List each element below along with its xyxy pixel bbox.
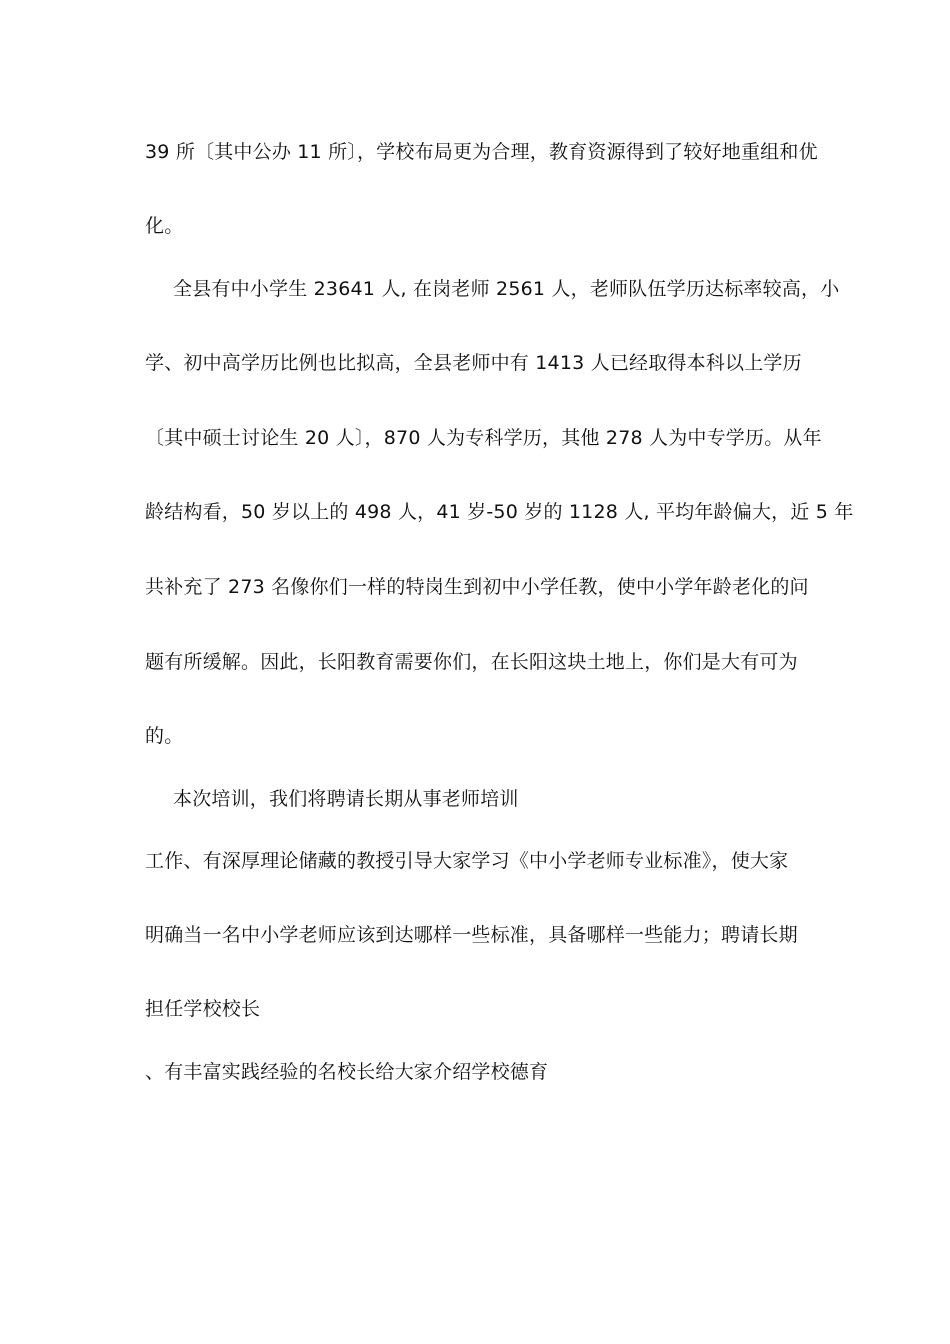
text-line-2: 化。 (145, 215, 184, 237)
text-line-6: 龄结构看，50 岁以上的 498 人，41 岁-50 岁的 1128 人, 平均年龄偏大，近 5 年 (145, 501, 854, 523)
text-line-4: 学、初中高学历比例也比拟高，全县老师中有 1413 人已经取得本科以上学历 (145, 352, 802, 374)
text-line-12: 明确当一名中小学老师应该到达哪样一些标准，具备哪样一些能力；聘请长期 (145, 924, 798, 946)
text-line-5: 〔其中硕士讨论生 20 人〕，870 人为专科学历，其他 278 人为中专学历。从年 (145, 427, 822, 449)
text-line-9: 的。 (145, 725, 184, 747)
text-line-11: 工作、有深厚理论储藏的教授引导大家学习《中小学老师专业标准》，使大家 (145, 850, 789, 872)
text-line-8: 题有所缓解。因此，长阳教育需要你们，在长阳这块土地上，你们是大有可为 (145, 651, 798, 673)
text-line-14: 、有丰富实践经验的名校长给大家介绍学校德育 (145, 1061, 549, 1083)
text-line-10: 本次培训，我们将聘请长期从事老师培训 (173, 788, 519, 810)
text-line-7: 共补充了 273 名像你们一样的特岗生到初中小学任教，使中小学年龄老化的问 (145, 576, 809, 598)
text-line-3: 全县有中小学生 23641 人, 在岗老师 2561 人，老师队伍学历达标率较高，小 (173, 278, 840, 300)
text-line-13: 担任学校校长 (145, 998, 261, 1020)
text-line-1: 39 所〔其中公办 11 所〕，学校布局更为合理，教育资源得到了较好地重组和优 (145, 141, 818, 163)
